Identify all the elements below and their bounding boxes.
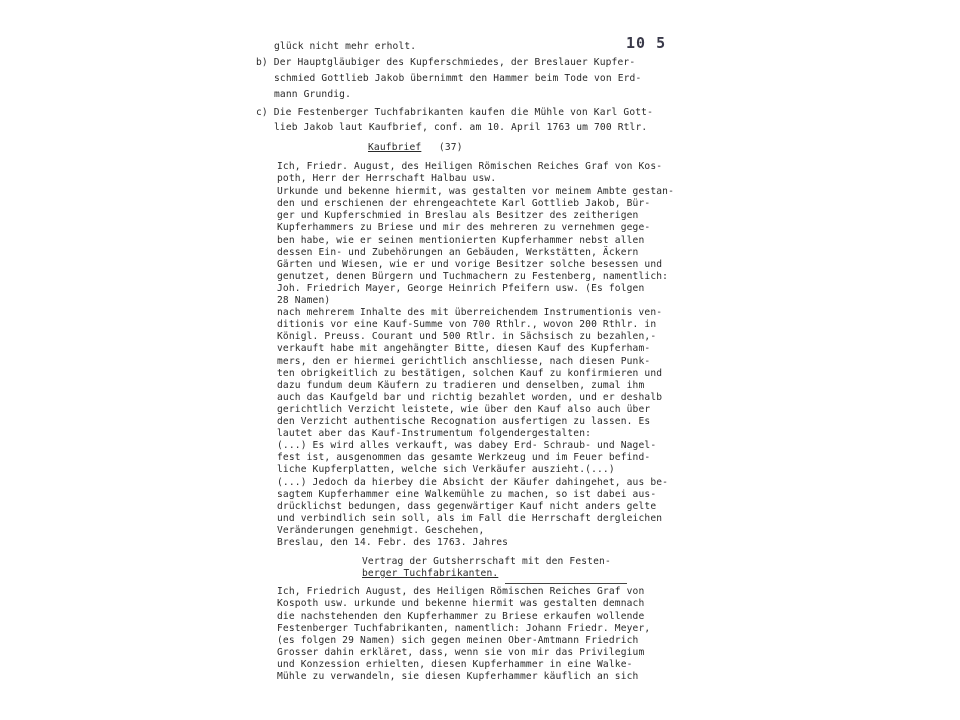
text-line: Vertrag der Gutsherrschaft mit den Festen- [362, 556, 611, 567]
text-line: (37) [433, 142, 463, 153]
text-line: den Verzicht authentische Recognation ausfertigen zu lassen. Es [277, 416, 651, 427]
text-line: Mühle zu verwandeln, sie diesen Kupferhammer käuflich an sich [277, 671, 639, 682]
text-line: (...) Es wird alles verkauft, was dabey Erd- Schraub- und Nagel- [277, 440, 657, 451]
text-line: lautet aber das Kauf-Instrumentum folgendergestalten: [277, 428, 592, 439]
text-line: poth, Herr der Herrschaft Halbau usw. [277, 173, 497, 184]
text-line: Breslau, den 14. Febr. des 1763. Jahres [277, 537, 509, 548]
text-line: sagtem Kupferhammer eine Walkemühle zu machen, so ist dabei aus- [277, 489, 657, 500]
text-line: mers, den er hiermei gerichtlich anschliesse, nach diesen Punk- [277, 356, 651, 367]
text-line: berger Tuchfabrikanten. [362, 568, 499, 579]
text-line: den und erschienen der ehrengeachtete Karl Gottlieb Jakob, Bür- [277, 198, 651, 209]
text-line: Ich, Friedr. August, des Heiligen Römischen Reiches Graf von Kos- [277, 161, 663, 172]
text-line: ditionis vor eine Kauf-Summe von 700 Rthlr., wovon 200 Rthlr. in [277, 319, 657, 330]
text-line: lieb Jakob laut Kaufbrief, conf. am 10. April 1763 um 700 Rtlr. [274, 122, 648, 133]
text-line: (es folgen 29 Namen) sich gegen meinen Ober-Amtmann Friedrich [277, 635, 639, 646]
text-line: fest ist, ausgenommen das gesamte Werkzeug und im Feuer befind- [277, 452, 651, 463]
text-line: genutzet, denen Bürgern und Tuchmachern zu Festenberg, namentlich: [277, 271, 669, 282]
text-line: dazu fundum deum Käufern zu tradieren und denselben, zumal ihm [277, 380, 645, 391]
text-line: drücklichst bedungen, dass gegenwärtiger Kauf nicht anders gelte [277, 501, 657, 512]
text-line: ten obrigkeitlich zu bestätigen, solchen Kauf zu konfirmieren und [277, 368, 663, 379]
text-line: Ich, Friedrich August, des Heiligen Römischen Reiches Graf von [277, 586, 645, 597]
text-line: liche Kupferplatten, welche sich Verkäufer auszieht.(...) [277, 464, 615, 475]
text-line: verkauft habe mit angehängter Bitte, diesen Kauf des Kupferham- [277, 343, 651, 354]
text-line: gerichtlich Verzicht leistete, wie über den Kauf also auch über [277, 404, 651, 415]
text-line: (...) Jedoch da hierbey die Absicht der Käufer dahingehet, aus be- [277, 477, 669, 488]
text-line: glück nicht mehr erholt. [274, 41, 417, 52]
text-line: nach mehrerem Inhalte des mit überreichendem Instrumentionis ven- [277, 307, 663, 318]
text-line: Kospoth usw. urkunde und bekenne hiermit was gestalten demnach [277, 598, 645, 609]
text-line: Urkunde und bekenne hiermit, was gestalten vor meinem Ambte gestan- [277, 186, 675, 197]
text-line: c) Die Festenberger Tuchfabrikanten kaufen die Mühle von Karl Gott- [256, 107, 654, 118]
text-line: mann Grundig. [274, 89, 352, 100]
text-line: Veränderungen genehmigt. Geschehen, [277, 525, 485, 536]
text-line: schmied Gottlieb Jakob übernimmt den Hammer beim Tode von Erd- [274, 73, 642, 84]
text-line: Grosser dahin erkläret, dass, wenn sie von mir das Privilegium [277, 647, 645, 658]
text-line: Kaufbrief [368, 142, 422, 153]
text-line: dessen Ein- und Zubehörungen an Gebäuden, Werkstätten, Äckern [277, 247, 639, 258]
text-line: Königl. Preuss. Courant und 500 Rtlr. in Sächsisch zu bezahlen,- [277, 331, 657, 342]
text-line: 28 Namen) [277, 295, 331, 306]
page-number: 10 5 [626, 34, 667, 52]
text-line: Kupferhammers zu Briese und mir des mehreren zu vernehmen gege- [277, 222, 651, 233]
underline-rule [505, 583, 627, 584]
text-line: und Konzession erhielten, diesen Kupferhammer in eine Walke- [277, 659, 633, 670]
text-line: ger und Kupferschmied in Breslau als Besitzer des zeitherigen [277, 210, 639, 221]
text-line: Joh. Friedrich Mayer, George Heinrich Pfeifern usw. (Es folgen [277, 283, 645, 294]
text-line: die nachstehenden den Kupferhammer zu Briese erkaufen wollende [277, 611, 645, 622]
text-line: b) Der Hauptgläubiger des Kupferschmiedes, der Breslauer Kupfer- [256, 57, 636, 68]
text-line: Festenberger Tuchfabrikanten, namentlich: Johann Friedr. Meyer, [277, 623, 651, 634]
text-line: ben habe, wie er seinen mentionierten Kupferhammer nebst allen [277, 235, 645, 246]
text-line: Gärten und Wiesen, wie er und vorige Besitzer solche besessen und [277, 259, 663, 270]
text-line: und verbindlich sein soll, als im Fall die Herrschaft dergleichen [277, 513, 663, 524]
text-line: auch das Kaufgeld bar und richtig bezahlet worden, und er deshalb [277, 392, 663, 403]
